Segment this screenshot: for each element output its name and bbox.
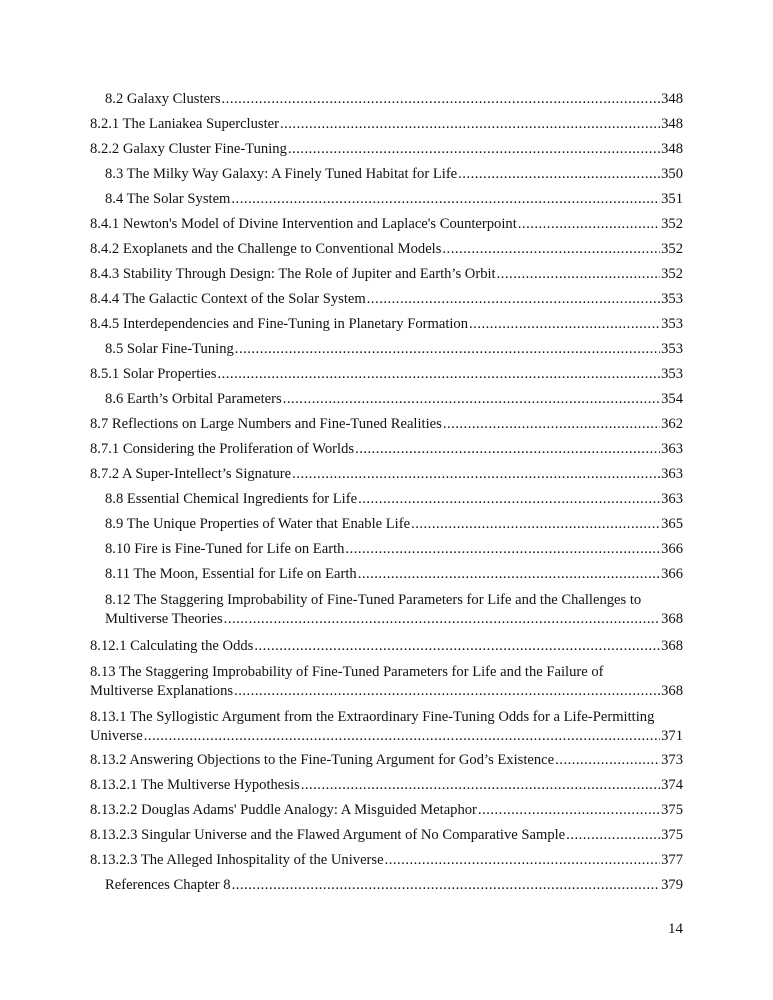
toc-entry[interactable] <box>105 591 683 629</box>
toc-entry-page: 363 <box>661 491 683 507</box>
toc-entry-page: 353 <box>661 341 683 357</box>
toc-leader-dots <box>367 290 660 309</box>
toc-entry-title: 8.4.3 Stability Through Design: The Role of Jupiter and Earth’s Orbit <box>90 266 496 282</box>
toc-entry-page: 374 <box>661 777 683 793</box>
toc-entry-page: 371 <box>661 728 683 744</box>
toc-entry-title: 8.13.2.3 The Alleged Inhospitality of the Universe <box>90 852 384 868</box>
toc-entry[interactable] <box>90 315 683 334</box>
toc-leader-dots <box>234 682 660 701</box>
toc-entry[interactable] <box>90 801 683 820</box>
toc-entry-title: 8.13.2.1 The Multiverse Hypothesis <box>90 777 300 793</box>
toc-entry-page: 377 <box>661 852 683 868</box>
toc-entry-title: References Chapter 8 <box>105 877 231 893</box>
toc-entry[interactable] <box>105 540 683 559</box>
toc-leader-dots <box>497 265 661 284</box>
toc-entry[interactable] <box>90 465 683 484</box>
toc-entry[interactable] <box>90 826 683 845</box>
toc-entry-title: 8.7.1 Considering the Proliferation of Worlds <box>90 441 355 457</box>
toc-entry-title: 8.4.5 Interdependencies and Fine-Tuning in Planetary Formation <box>90 316 469 332</box>
toc-leader-dots <box>217 365 660 384</box>
toc-entry[interactable] <box>105 390 683 409</box>
toc-entry[interactable] <box>90 440 683 459</box>
toc-entry[interactable] <box>90 290 683 309</box>
toc-leader-dots <box>478 801 660 820</box>
toc-leader-dots <box>443 415 660 434</box>
toc-leader-dots <box>224 610 660 629</box>
toc-entry-title: 8.4.4 The Galactic Context of the Solar System <box>90 291 366 307</box>
toc-entry-title: 8.5.1 Solar Properties <box>90 366 217 382</box>
toc-entry[interactable] <box>90 851 683 870</box>
toc-entry-page: 353 <box>661 291 683 307</box>
toc-leader-dots <box>358 490 660 509</box>
toc-entry[interactable] <box>90 215 683 234</box>
toc-entry[interactable] <box>105 190 683 209</box>
toc-entry-page: 368 <box>661 638 683 654</box>
toc-entry-title: 8.10 Fire is Fine-Tuned for Life on Earth <box>105 541 345 557</box>
toc-entry-page: 353 <box>661 316 683 332</box>
toc-leader-dots <box>469 315 660 334</box>
toc-entry-page: 379 <box>661 877 683 893</box>
toc-leader-dots <box>280 115 660 134</box>
toc-leader-dots <box>555 751 660 770</box>
toc-entry-title: 8.13 The Staggering Improbability of Fine-Tuned Parameters for Life and the Failure of <box>90 664 604 680</box>
toc-entry-page: 365 <box>661 516 683 532</box>
toc-entry[interactable] <box>105 90 683 109</box>
toc-entry-title: 8.2.1 The Laniakea Supercluster <box>90 116 279 132</box>
toc-entry[interactable] <box>105 340 683 359</box>
toc-entry-title: 8.13.2 Answering Objections to the Fine-Tuning Argument for God’s Existence <box>90 752 555 768</box>
toc-leader-dots <box>458 165 660 184</box>
toc-entry-title: 8.12 The Staggering Improbability of Fine-Tuned Parameters for Life and the Challenges to <box>105 592 642 608</box>
toc-entry-page: 348 <box>661 91 683 107</box>
toc-entry-title: 8.4 The Solar System <box>105 191 231 207</box>
toc-leader-dots <box>283 390 660 409</box>
toc-leader-dots <box>254 637 660 656</box>
toc-entry-title: 8.4.1 Newton's Model of Divine Intervention and Laplace's Counterpoint <box>90 216 517 232</box>
toc-entry-page: 373 <box>661 752 683 768</box>
toc-entry-title-continued: Multiverse Theories <box>105 611 223 627</box>
toc-leader-dots <box>235 340 660 359</box>
toc-entry-title: 8.12.1 Calculating the Odds <box>90 638 254 654</box>
toc-leader-dots <box>411 515 660 534</box>
toc-leader-dots <box>292 465 660 484</box>
toc-entry-page: 368 <box>661 611 683 627</box>
toc-entry[interactable] <box>90 415 683 434</box>
toc-leader-dots <box>518 215 660 234</box>
toc-entry[interactable] <box>105 490 683 509</box>
toc-entry[interactable] <box>90 751 683 770</box>
toc-entry-page: 366 <box>661 541 683 557</box>
toc-entry-title: 8.2.2 Galaxy Cluster Fine-Tuning <box>90 141 287 157</box>
toc-entry-page: 348 <box>661 141 683 157</box>
toc-entry-page: 363 <box>661 441 683 457</box>
toc-entry-title-continued: Universe <box>90 728 143 744</box>
toc-leader-dots <box>222 90 661 109</box>
toc-entry-page: 350 <box>661 166 683 182</box>
toc-entry-page: 354 <box>661 391 683 407</box>
toc-entry-page: 375 <box>661 827 683 843</box>
toc-entry-title: 8.13.2.3 Singular Universe and the Flawed Argument of No Comparative Sample <box>90 827 566 843</box>
toc-entry-page: 366 <box>661 566 683 582</box>
toc-entry[interactable] <box>90 708 683 746</box>
toc-entry-title: 8.5 Solar Fine-Tuning <box>105 341 234 357</box>
toc-leader-dots <box>144 727 660 746</box>
toc-entry-page: 353 <box>661 366 683 382</box>
toc-entry[interactable] <box>105 565 683 584</box>
toc-entry[interactable] <box>90 776 683 795</box>
toc-entry[interactable] <box>90 140 683 159</box>
toc-entry-title: 8.2 Galaxy Clusters <box>105 91 221 107</box>
toc-entry-title: 8.13.2.2 Douglas Adams' Puddle Analogy: A Misguided Metaphor <box>90 802 477 818</box>
toc-entry-title: 8.9 The Unique Properties of Water that Enable Life <box>105 516 411 532</box>
toc-entry[interactable] <box>105 515 683 534</box>
toc-leader-dots <box>345 540 660 559</box>
toc-entry-title: 8.11 The Moon, Essential for Life on Earth <box>105 566 357 582</box>
toc-entry-page: 368 <box>661 683 683 699</box>
toc-leader-dots <box>288 140 660 159</box>
toc-entry-page: 351 <box>661 191 683 207</box>
toc-entry-page: 363 <box>661 466 683 482</box>
toc-entry-page: 362 <box>661 416 683 432</box>
toc-entry-title: 8.7 Reflections on Large Numbers and Fine-Tuned Realities <box>90 416 442 432</box>
toc-leader-dots <box>355 440 660 459</box>
toc-entry-title: 8.4.2 Exoplanets and the Challenge to Conventional Models <box>90 241 442 257</box>
toc-entry-title: 8.3 The Milky Way Galaxy: A Finely Tuned Habitat for Life <box>105 166 458 182</box>
toc-entry-title: 8.8 Essential Chemical Ingredients for Life <box>105 491 358 507</box>
toc-entry-title-continued: Multiverse Explanations <box>90 683 234 699</box>
toc-entry[interactable] <box>90 365 683 384</box>
toc-entry-page: 348 <box>661 116 683 132</box>
toc-entry-page: 375 <box>661 802 683 818</box>
toc-entry[interactable] <box>90 115 683 134</box>
toc-entry[interactable] <box>90 265 683 284</box>
toc-entry-title: 8.13.1 The Syllogistic Argument from the Extraordinary Fine-Tuning Odds for a Life-Permitting <box>90 709 655 725</box>
toc-entry[interactable] <box>105 876 683 895</box>
toc-leader-dots <box>232 876 661 895</box>
toc-leader-dots <box>231 190 660 209</box>
toc-entry-page: 352 <box>661 216 683 232</box>
toc-entry-page: 352 <box>661 241 683 257</box>
toc-entry-title: 8.7.2 A Super-Intellect’s Signature <box>90 466 292 482</box>
toc-leader-dots <box>358 565 660 584</box>
toc-leader-dots <box>566 826 660 845</box>
toc-leader-dots <box>301 776 660 795</box>
toc-entry[interactable] <box>90 663 683 701</box>
toc-entry-page: 352 <box>661 266 683 282</box>
toc-leader-dots <box>385 851 661 870</box>
toc-entry[interactable] <box>90 240 683 259</box>
toc-entry[interactable] <box>90 637 683 656</box>
toc-leader-dots <box>442 240 660 259</box>
toc-entry[interactable] <box>105 165 683 184</box>
page-number: 14 <box>668 921 683 937</box>
toc-entry-title: 8.6 Earth’s Orbital Parameters <box>105 391 282 407</box>
